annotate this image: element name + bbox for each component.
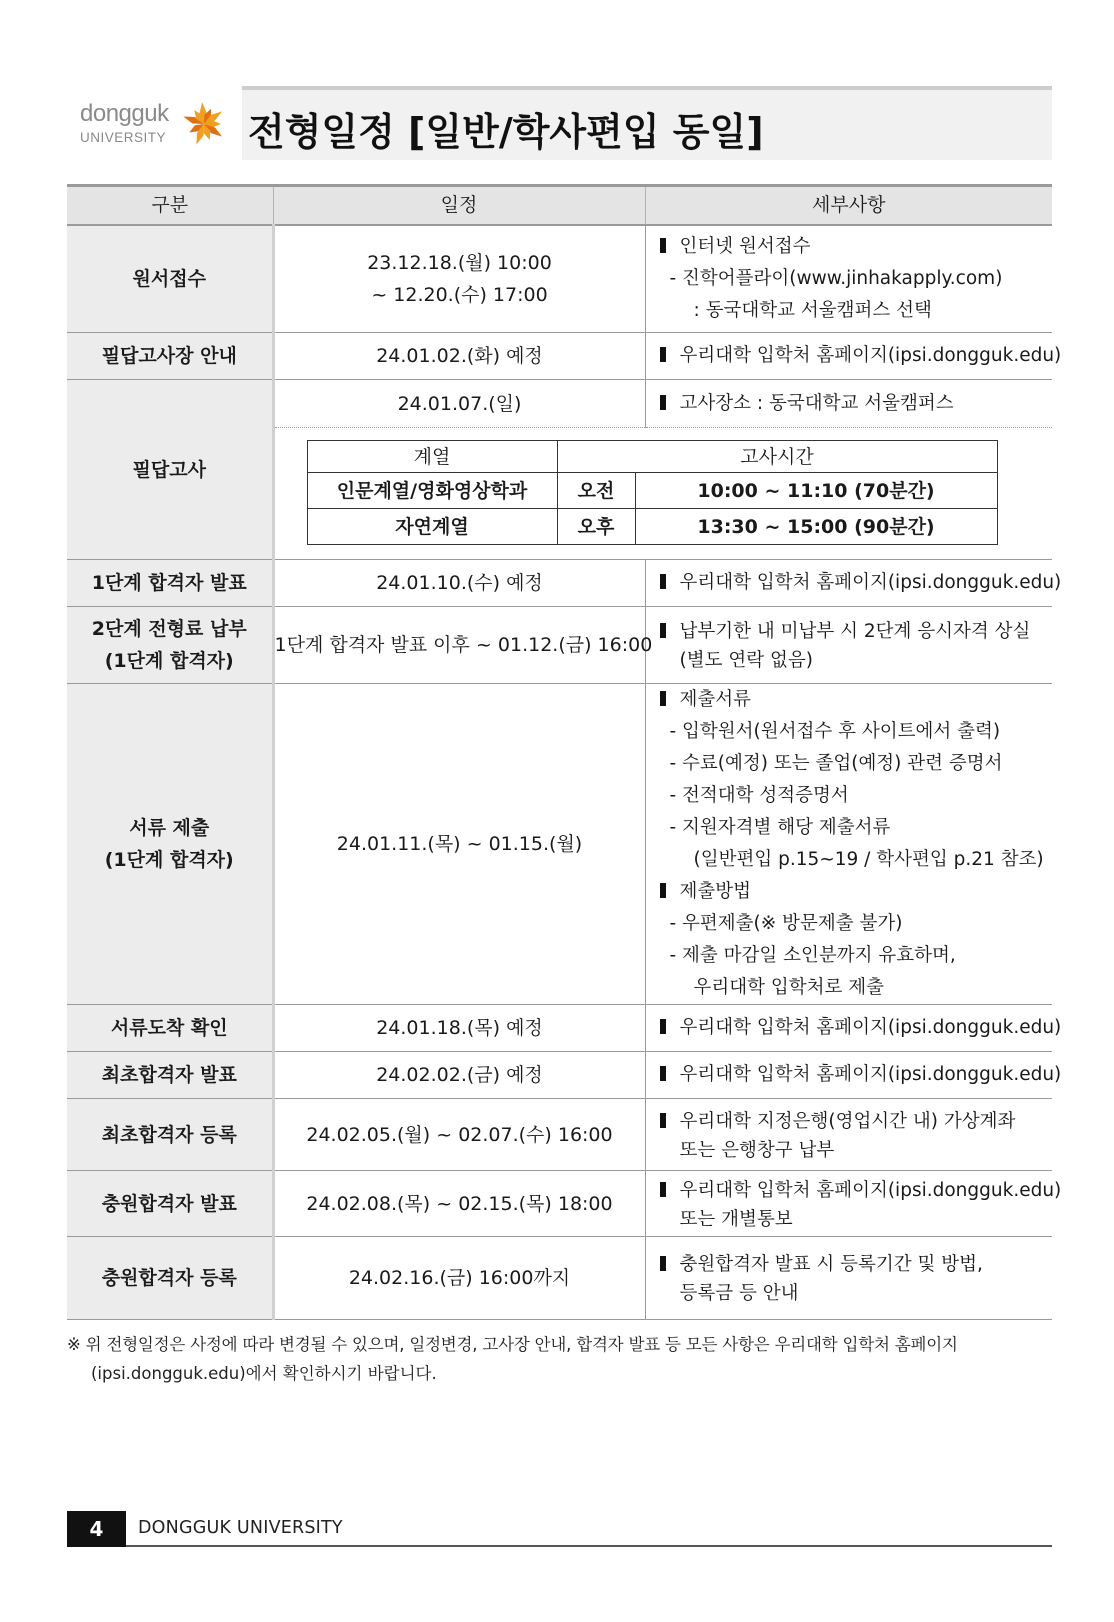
detail-line — [660, 1138, 1053, 1164]
row-date-line: 24.01.11.(목) ~ 01.15.(월) — [336, 833, 583, 855]
detail-line — [660, 812, 1053, 844]
row-date-line: 1단계 합격자 발표 이후 ~ 01.12.(금) 16:00 — [274, 634, 653, 656]
bullet-square-icon — [660, 883, 666, 898]
detail-line — [660, 263, 1053, 295]
detail-line — [660, 876, 1053, 908]
detail-text: - 입학원서(원서접수 후 사이트에서 출력) — [669, 721, 1001, 742]
row-label-line: 원서접수 — [132, 267, 206, 290]
row-details — [645, 560, 1062, 607]
row-date — [273, 1099, 645, 1171]
table-row — [67, 1005, 1052, 1052]
bullet-square-icon — [660, 691, 666, 706]
detail-line — [660, 780, 1053, 812]
row-label — [67, 560, 273, 607]
exam-header-row — [307, 441, 997, 473]
detail-line — [660, 1059, 1062, 1091]
row-date — [273, 607, 653, 684]
detail-line — [660, 716, 1053, 748]
detail-text: 또는 개별통보 — [679, 1208, 793, 1230]
row-label-line: 필답고사 — [132, 458, 206, 481]
row-label-line: 최초합격자 발표 — [101, 1064, 237, 1086]
detail-text: : 동국대학교 서울캠퍼스 선택 — [693, 299, 932, 321]
detail-text: (별도 연락 없음) — [679, 650, 813, 671]
bullet-square-icon — [660, 238, 666, 253]
table-row — [67, 380, 1052, 428]
detail-line — [660, 684, 1053, 716]
row-date — [273, 1052, 645, 1099]
row-date-line: ~ 12.20.(수) 17:00 — [371, 283, 548, 306]
row-date-line: 24.02.02.(금) 예정 — [376, 1064, 543, 1086]
bullet-square-icon — [660, 1182, 666, 1197]
page-title: 전형일정 [일반/학사편입 동일] — [248, 110, 764, 154]
row-date — [273, 1171, 645, 1237]
row-details — [645, 607, 1052, 684]
row-label — [67, 380, 273, 560]
row-details — [645, 1171, 1062, 1237]
row-label — [67, 1005, 273, 1052]
row-label — [67, 607, 273, 684]
table-row — [67, 1052, 1052, 1099]
detail-text: 인터넷 원서접수 — [679, 235, 811, 257]
row-details — [645, 1005, 1062, 1052]
row-date — [273, 333, 645, 380]
row-details — [645, 1099, 1052, 1171]
detail-line — [660, 295, 1053, 327]
exam-period: 오후 — [557, 509, 635, 545]
detail-text: - 전적대학 성적증명서 — [669, 785, 849, 806]
logo-text-university: UNIVERSITY — [80, 130, 167, 145]
row-label — [67, 1052, 273, 1099]
exam-time: 10:00 ~ 11:10 (70분간) — [635, 473, 997, 509]
table-row — [67, 607, 1052, 684]
exam-header-track: 계열 — [307, 441, 557, 473]
detail-text: 제출서류 — [679, 689, 751, 710]
row-details — [645, 1052, 1062, 1099]
detail-line — [660, 1012, 1062, 1044]
detail-text: 납부기한 내 미납부 시 2단계 응시자격 상실 — [679, 621, 1031, 642]
detail-text: 우리대학 지정은행(영업시간 내) 가상계좌 — [679, 1110, 1016, 1132]
detail-line — [660, 340, 1062, 372]
row-date — [273, 684, 645, 1005]
detail-line — [660, 1207, 1053, 1233]
row-details — [645, 333, 1062, 380]
row-label-line: 필답고사장 안내 — [101, 345, 237, 367]
logo-text-dongguk: dongguk — [80, 100, 169, 127]
table-row — [67, 333, 1052, 380]
row-label — [67, 225, 273, 333]
exam-track: 인문계열/영화영상학과 — [307, 473, 557, 509]
detail-line — [660, 231, 1053, 263]
detail-text: 충원합격자 발표 시 등록기간 및 방법, — [679, 1254, 983, 1275]
detail-line — [660, 1175, 1062, 1207]
detail-text: 우리대학 입학처 홈페이지(ipsi.dongguk.edu) — [679, 1017, 1062, 1038]
detail-line — [660, 1281, 1053, 1307]
detail-text: (일반편입 p.15~19 / 학사편입 p.21 참조) — [693, 849, 1044, 870]
bullet-square-icon — [660, 1113, 666, 1128]
bullet-square-icon — [660, 395, 666, 410]
row-date-line: 24.02.08.(목) ~ 02.15.(목) 18:00 — [306, 1192, 613, 1215]
row-label-line: 최초합격자 등록 — [101, 1123, 237, 1146]
bullet-square-icon — [660, 1256, 666, 1271]
detail-text: - 우편제출(※ 방문제출 불가) — [669, 913, 903, 934]
row-date — [273, 1237, 645, 1320]
detail-line — [660, 844, 1053, 876]
row-date-line: 24.01.02.(화) 예정 — [376, 345, 543, 367]
row-label-line: 1단계 합격자 발표 — [91, 572, 247, 594]
detail-line — [660, 1106, 1053, 1138]
footnote-line-1: ※ 위 전형일정은 사정에 따라 변경될 수 있으며, 일정변경, 고사장 안내, 합격자 발표 등 모든 사항은 우리대학 입학처 홈페이지 — [67, 1335, 958, 1354]
table-row — [67, 1237, 1052, 1320]
detail-line — [660, 616, 1053, 648]
lotus-flame-icon — [182, 94, 234, 150]
detail-line — [660, 940, 1053, 972]
detail-line — [660, 388, 1053, 420]
detail-line — [660, 1249, 1053, 1281]
exam-row — [307, 473, 997, 509]
row-details — [645, 380, 1052, 428]
row-date-line: 24.01.18.(목) 예정 — [376, 1017, 543, 1039]
table-row — [67, 560, 1052, 607]
header-category: 구분 — [67, 186, 273, 225]
detail-line — [660, 908, 1053, 940]
table-header-row — [67, 186, 1052, 225]
row-details — [645, 684, 1052, 1005]
detail-text: - 제출 마감일 소인분까지 유효하며, — [669, 945, 956, 966]
exam-time: 13:30 ~ 15:00 (90분간) — [635, 509, 997, 545]
row-details — [645, 1237, 1052, 1320]
row-date-line: 24.02.05.(월) ~ 02.07.(수) 16:00 — [306, 1123, 613, 1146]
row-date-line: 24.01.10.(수) 예정 — [376, 572, 543, 594]
exam-row — [307, 509, 997, 545]
detail-line — [660, 567, 1062, 599]
footer-divider — [126, 1545, 1052, 1547]
detail-text: 또는 은행창구 납부 — [679, 1139, 835, 1161]
row-label-line: (1단계 합격자) — [104, 849, 234, 871]
row-date-line: 23.12.18.(월) 10:00 — [367, 251, 552, 274]
row-label — [67, 684, 273, 1005]
detail-line — [660, 972, 1053, 1004]
row-label-line: 서류 제출 — [129, 817, 210, 839]
exam-time-cell — [273, 428, 1052, 560]
footnote-line-2: (ipsi.dongguk.edu)에서 확인하시기 바랍니다. — [91, 1364, 437, 1383]
row-label-line: 충원합격자 등록 — [101, 1267, 237, 1289]
row-label-line: 서류도착 확인 — [110, 1017, 228, 1039]
bullet-square-icon — [660, 574, 666, 589]
row-label-line: 충원합격자 발표 — [101, 1192, 237, 1215]
bullet-square-icon — [660, 623, 666, 638]
university-logo — [80, 100, 235, 150]
schedule-table — [67, 184, 1062, 1320]
row-date — [273, 1005, 645, 1052]
table-row — [67, 1171, 1052, 1237]
detail-line — [660, 748, 1053, 780]
header-details: 세부사항 — [645, 186, 1052, 225]
row-label — [67, 1237, 273, 1320]
bullet-square-icon — [660, 1066, 666, 1081]
table-row — [67, 225, 1052, 333]
detail-text: 우리대학 입학처로 제출 — [693, 977, 884, 998]
exam-time-table — [307, 440, 998, 545]
detail-text: 고사장소 : 동국대학교 서울캠퍼스 — [679, 392, 954, 414]
footer-university: DONGGUK UNIVERSITY — [138, 1518, 343, 1538]
header-schedule: 일정 — [273, 186, 645, 225]
detail-text: - 지원자격별 해당 제출서류 — [669, 817, 891, 838]
table-row — [67, 1099, 1052, 1171]
row-date — [273, 560, 645, 607]
page-number: 4 — [67, 1511, 126, 1547]
exam-header-time: 고사시간 — [557, 441, 997, 473]
row-label — [67, 1171, 273, 1237]
schedule-footnote — [67, 1330, 1052, 1388]
table-row — [67, 684, 1052, 1005]
detail-text: 제출방법 — [679, 881, 751, 902]
exam-period: 오전 — [557, 473, 635, 509]
row-details — [645, 225, 1052, 333]
row-label — [67, 333, 273, 380]
detail-text: 우리대학 입학처 홈페이지(ipsi.dongguk.edu) — [679, 345, 1062, 366]
row-date-line: 24.01.07.(일) — [397, 392, 522, 415]
row-date-line: 24.02.16.(금) 16:00까지 — [348, 1267, 571, 1289]
bullet-square-icon — [660, 1019, 666, 1034]
detail-text: 우리대학 입학처 홈페이지(ipsi.dongguk.edu) — [679, 1179, 1062, 1201]
row-label-line: (1단계 합격자) — [104, 650, 234, 672]
exam-track: 자연계열 — [307, 509, 557, 545]
detail-line — [660, 648, 1053, 674]
row-date — [273, 225, 645, 333]
detail-text: 우리대학 입학처 홈페이지(ipsi.dongguk.edu) — [679, 1064, 1062, 1085]
row-label-line: 2단계 전형료 납부 — [91, 618, 247, 640]
detail-text: - 진학어플라이(www.jinhakapply.com) — [669, 267, 1003, 289]
bullet-square-icon — [660, 347, 666, 362]
detail-text: 우리대학 입학처 홈페이지(ipsi.dongguk.edu) — [679, 572, 1062, 593]
row-label — [67, 1099, 273, 1171]
detail-text: - 수료(예정) 또는 졸업(예정) 관련 증명서 — [669, 753, 1003, 774]
row-date — [273, 380, 645, 428]
detail-text: 등록금 등 안내 — [679, 1283, 799, 1304]
page-title-banner — [242, 86, 1052, 160]
